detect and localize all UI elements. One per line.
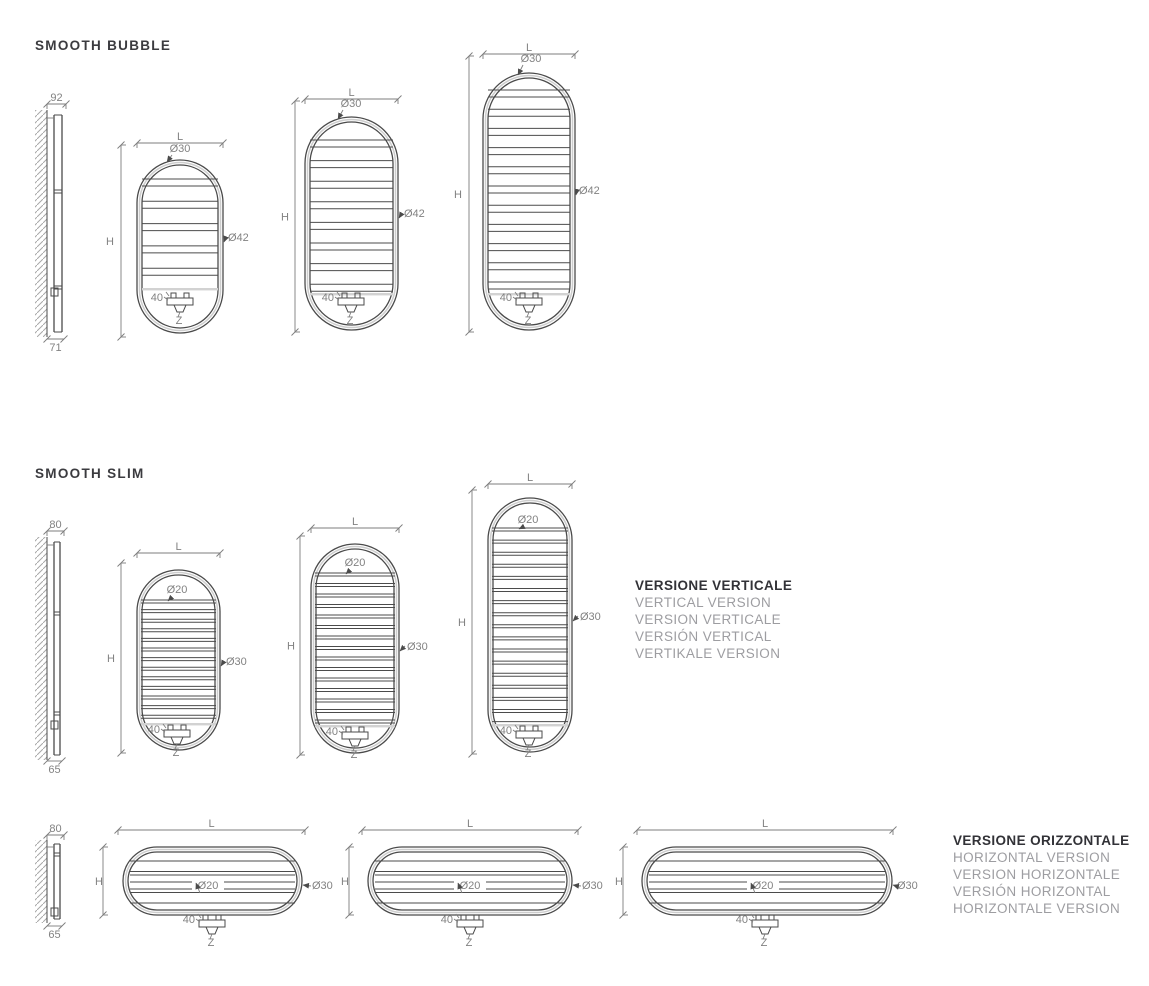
loop-diameter-label: Ø30 — [897, 880, 918, 892]
loop-diameter-label: Ø30 — [312, 880, 333, 892]
length-dim-label: L — [176, 131, 184, 143]
valve-offset-label: 40 — [321, 292, 334, 304]
note-line: VERSIÓN HORIZONTAL — [953, 884, 1111, 899]
length-dim-label: L — [761, 818, 769, 830]
smooth-bubble-side-view — [25, 85, 95, 370]
note-line: VERSION HORIZONTALE — [953, 867, 1121, 882]
loop-diameter-label: Ø30 — [520, 53, 542, 65]
smooth-bubble-radiator-large — [450, 35, 635, 345]
connection-label: Z — [760, 937, 768, 949]
tube-diameter-label: Ø42 — [404, 208, 425, 220]
wall-distance-bottom-dim: 65 — [48, 929, 61, 941]
tube-diameter-label: Ø30 — [407, 641, 428, 653]
note-line-primary: VERSIONE ORIZZONTALE — [953, 833, 1130, 848]
wall-distance-bottom-dim: 71 — [49, 342, 62, 354]
valve-offset-label: 40 — [499, 725, 512, 737]
height-dim-label: H — [287, 640, 295, 653]
length-dim-label: L — [175, 541, 182, 553]
smooth-bubble-radiator-small — [100, 125, 260, 340]
valve-offset-label: 40 — [150, 292, 163, 304]
note-line: VERSIÓN VERTICAL — [635, 629, 772, 644]
connection-label: Z — [346, 315, 354, 327]
connection-label: Z — [524, 748, 532, 760]
valve-offset-label: 40 — [499, 292, 512, 304]
height-dim-label: H — [107, 653, 115, 665]
connection-label: Z — [172, 747, 180, 759]
wall-hatching — [35, 110, 47, 337]
height-dim-label: H — [458, 617, 466, 629]
smooth-slim-side-view — [25, 515, 95, 780]
tube-diameter-label: Ø20 — [752, 880, 774, 892]
valve-offset-label: 40 — [735, 914, 748, 926]
horizontal-radiator-medium — [330, 815, 625, 955]
note-line: VERTIKALE VERSION — [635, 646, 781, 661]
length-dim-label: L — [351, 516, 359, 528]
tube-diameter-label: Ø20 — [459, 880, 481, 892]
connection-label: Z — [350, 749, 358, 761]
loop-diameter-label: Ø30 — [340, 98, 362, 110]
height-dim-label: H — [341, 876, 349, 888]
horizontal-radiator-small — [88, 815, 333, 955]
wall-distance-top-dim: 80 — [49, 519, 62, 531]
note-line: HORIZONTALE VERSION — [953, 901, 1121, 916]
tube-diameter-label: Ø20 — [197, 880, 219, 892]
tube-diameter-label: Ø30 — [580, 611, 601, 623]
height-dim-label: H — [95, 876, 103, 888]
connection-label: Z — [175, 315, 183, 327]
height-dim-label: H — [106, 236, 114, 248]
wall-hatching — [35, 840, 47, 923]
tube-diameter-label: Ø42 — [579, 185, 600, 197]
tube-diameter-label: Ø30 — [226, 656, 247, 668]
note-line: HORIZONTAL VERSION — [953, 850, 1111, 865]
length-dim-label: L — [208, 818, 215, 830]
wall-distance-top-dim: 80 — [49, 823, 62, 835]
height-dim-label: H — [454, 189, 462, 201]
valve-offset-label: 40 — [440, 914, 453, 926]
height-dim-label: H — [615, 876, 623, 888]
smooth-bubble-radiator-medium — [280, 85, 450, 340]
horizontal-radiator-large — [610, 815, 945, 955]
length-dim-label: L — [348, 87, 355, 99]
connection-label: Z — [207, 937, 215, 949]
tube-diameter-label: Ø42 — [228, 232, 249, 244]
wall-distance-bottom-dim: 65 — [48, 764, 61, 776]
wall-distance-top-dim: 92 — [50, 92, 63, 104]
smooth-slim-radiator-small — [100, 535, 260, 770]
connection-label: Z — [524, 315, 532, 327]
note-line: VERSION VERTICALE — [635, 612, 782, 627]
length-dim-label: L — [525, 42, 533, 54]
section-title-smooth-slim: SMOOTH SLIM — [35, 466, 145, 481]
smooth-slim-radiator-large — [455, 470, 640, 765]
smooth-slim-radiator-medium — [285, 510, 455, 770]
loop-diameter-label: Ø20 — [166, 584, 188, 596]
valve-offset-label: 40 — [325, 726, 338, 738]
loop-diameter-label: Ø30 — [169, 143, 191, 155]
length-dim-label: L — [466, 818, 474, 830]
horizontal-version-note — [953, 832, 1130, 917]
section-title-smooth-bubble: SMOOTH BUBBLE — [35, 38, 172, 53]
connection-label: Z — [465, 937, 473, 949]
loop-diameter-label: Ø20 — [344, 557, 366, 569]
vertical-version-note — [635, 577, 792, 662]
length-dim-label: L — [526, 472, 534, 484]
loop-diameter-label: Ø20 — [517, 514, 539, 526]
note-line: VERTICAL VERSION — [635, 595, 772, 610]
wall-hatching — [35, 537, 47, 760]
valve-offset-label: 40 — [182, 914, 195, 926]
horizontal-side-view — [25, 820, 95, 955]
valve-offset-label: 40 — [147, 724, 160, 736]
note-line-primary: VERSIONE VERTICALE — [635, 578, 793, 593]
height-dim-label: H — [281, 211, 289, 224]
loop-diameter-label: Ø30 — [582, 880, 603, 892]
